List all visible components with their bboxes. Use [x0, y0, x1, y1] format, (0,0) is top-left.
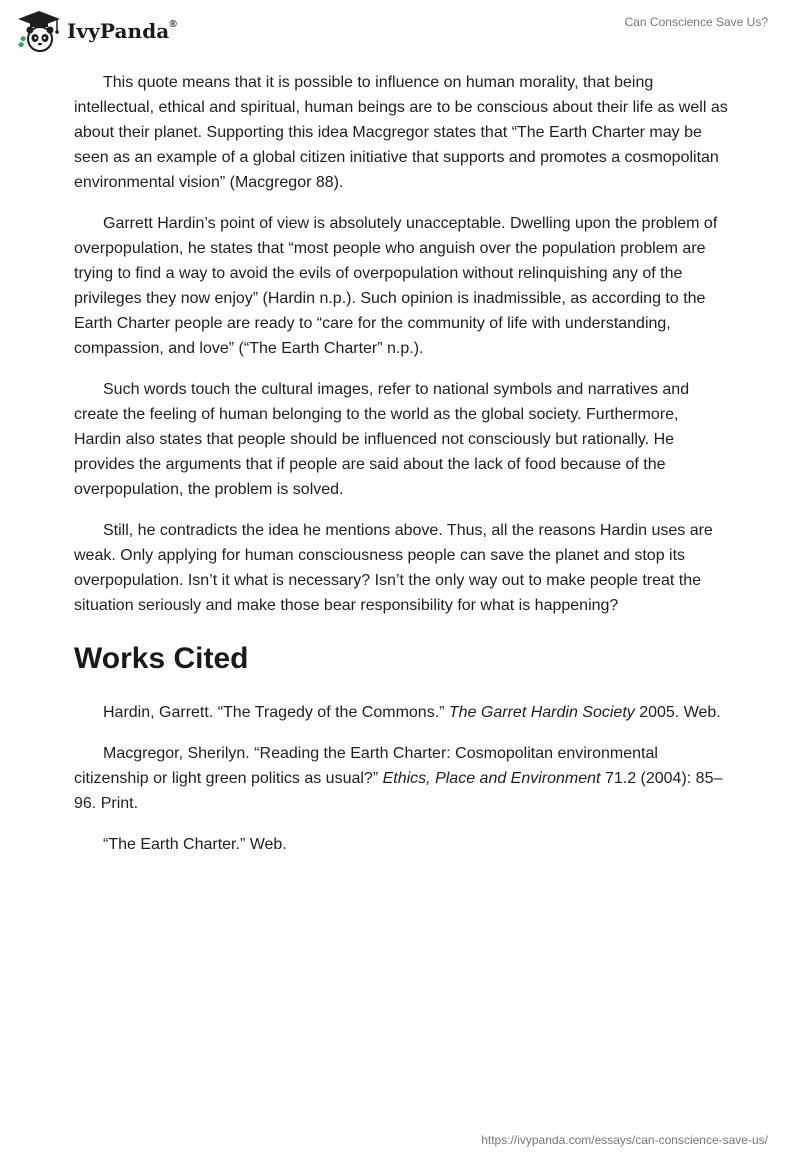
body-paragraph: Garrett Hardin’s point of view is absolutely unacceptable. Dwelling upon the problem of overpopulation, he states that “most people who anguish over the population problem are trying to find a way to avoid the evils of overpopulation without relinquishing any of the privileges they now enjoy” (Hardin n.p.). Such opinion is inadmissible, as according to the Earth Charter people are ready to “care for the community of life with understanding, compassion, and love” (“The Earth Charter” n.p.). [74, 215, 718, 357]
body-paragraph: Such words touch the cultural images, refer to national symbols and narratives and create the feeling of human belonging to the world as the global society. Furthermore, Hardin also states that people should be influenced not consciously but rationally. He provides the arguments that if people are said about the lack of food because of the overpopulation, the problem is solved. [74, 381, 690, 498]
page-header [0, 0, 800, 60]
body-paragraph: This quote means that it is possible to influence on human morality, that being intellectual, ethical and spiritual, human beings are to be conscious about their life as well as about their planet. Supporting this idea Macgregor states that “The Earth Charter may be seen as an example of a global citizen initiative that supports and promotes a cosmopolitan environmental vision” (Macgregor 88). [74, 74, 728, 191]
citation-entry: Macgregor, Sherilyn. “Reading the Earth Charter: Cosmopolitan environmental citizenship or light green politics as usual?” Ethics, Place and Environment 71.2 (2004): 85–96. Print. [74, 745, 723, 812]
citation-entry: Hardin, Garrett. “The Tragedy of the Commons.” The Garret Hardin Society 2005. Web. [103, 704, 721, 721]
brand-logo[interactable] [16, 9, 177, 53]
document-title: Can Conscience Save Us? [624, 15, 768, 29]
body-paragraph: Still, he contradicts the idea he mentions above. Thus, all the reasons Hardin uses are weak. Only applying for human consciousness people can save the planet and stop its overpopulation. Isn’t it what is necessary? Isn’t the only way out to make people treat the situation seriously and make those bear responsibility for what is happening? [74, 522, 713, 614]
citation-entry: “The Earth Charter.” Web. [103, 836, 287, 853]
panda-graduate-icon [16, 9, 62, 53]
source-url-link[interactable]: https://ivypanda.com/essays/can-conscience-save-us/ [481, 1133, 768, 1147]
works-cited-heading: Works Cited [74, 642, 249, 675]
essay-body [74, 70, 730, 873]
brand-name: IvyPanda® [67, 19, 177, 43]
